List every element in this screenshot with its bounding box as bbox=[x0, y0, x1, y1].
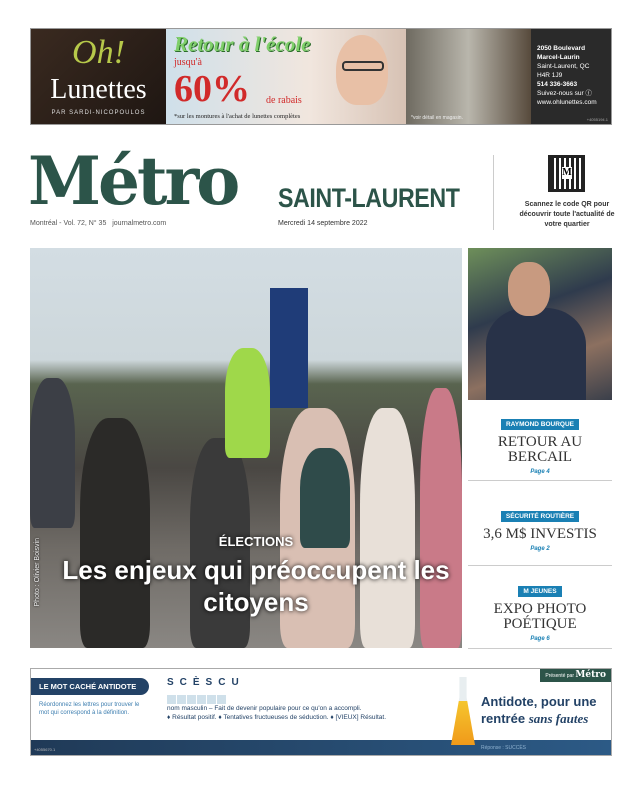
side-story[interactable] bbox=[468, 580, 612, 643]
main-story-kicker: ÉLECTIONS bbox=[218, 534, 294, 549]
issue-info bbox=[30, 219, 166, 228]
edition-name: SAINT-LAURENT bbox=[278, 183, 460, 213]
photo-credit: Photo : Olivier Boisvin bbox=[34, 538, 41, 607]
puzzle-answer: Réponse : SUCCÈS bbox=[481, 745, 527, 751]
ad-postal: H4R 1J9 bbox=[537, 72, 563, 79]
puzzle-definition bbox=[167, 704, 386, 722]
divider bbox=[493, 155, 494, 230]
presented-by-label: Présenté par bbox=[545, 673, 575, 679]
ad-upto: jusqu'à bbox=[174, 57, 202, 68]
main-story-photo[interactable] bbox=[30, 248, 462, 648]
qr-caption: Scannez le code QR pour découvrir toute l'actualité de votre quartier bbox=[519, 201, 615, 228]
presenter-logo: Métro bbox=[575, 670, 606, 680]
story-page[interactable]: Page 4 bbox=[530, 469, 550, 475]
website[interactable]: journalmetro.com bbox=[112, 220, 167, 227]
qr-logo: M bbox=[562, 167, 572, 178]
divider bbox=[468, 480, 612, 481]
top-advertisement[interactable] bbox=[30, 28, 612, 125]
story-page[interactable]: Page 6 bbox=[530, 636, 550, 642]
story-title[interactable]: RETOUR AU BERCAIL bbox=[497, 434, 583, 465]
ad-address-1: 2050 Boulevard bbox=[537, 45, 586, 52]
story-title[interactable]: 3,6 M$ INVESTIS bbox=[483, 526, 597, 542]
rbc-sign bbox=[270, 288, 308, 408]
main-story-headline[interactable]: Les enjeux qui préoccupent les citoyens bbox=[62, 555, 450, 617]
definition-line: nom masculin – Fait de devenir populaire pour ce qu'on a accompli. bbox=[167, 705, 362, 712]
ad-store-images bbox=[406, 29, 531, 125]
ad-image-note: *voir détail en magasin. bbox=[411, 115, 463, 121]
ad-slogan bbox=[481, 693, 597, 727]
ad-website[interactable]: www.ohlunettes.com bbox=[537, 99, 597, 106]
ad-city: Saint-Laurent, QC bbox=[537, 63, 590, 70]
flask-icon bbox=[451, 677, 475, 745]
definition-line: ♦ Résultat positif. ♦ Tentatives fructueuses de séduction. ♦ [VIEUX] Résultat. bbox=[167, 714, 387, 721]
ad-brand-sub: PAR SARDI-NICOPOULOS bbox=[51, 110, 146, 116]
slogan-line: Antidote, pour une bbox=[481, 694, 597, 709]
metro-logo: Métro bbox=[28, 142, 238, 220]
facebook-icon[interactable]: ⓕ bbox=[585, 90, 592, 97]
divider bbox=[468, 565, 612, 566]
bottom-advertisement[interactable] bbox=[30, 668, 612, 756]
story-tag: SÉCURITÉ ROUTIÈRE bbox=[501, 511, 579, 522]
ad-address-2: Marcel-Laurin bbox=[537, 54, 580, 61]
slogan-script: sans fautes bbox=[528, 711, 589, 726]
ad-brand-panel bbox=[31, 29, 166, 125]
presented-by bbox=[540, 669, 611, 682]
puzzle-title: LE MOT CACHÉ ANTIDOTE bbox=[31, 678, 149, 695]
divider bbox=[468, 648, 612, 649]
story-title[interactable]: EXPO PHOTO POÉTIQUE bbox=[493, 601, 587, 632]
ad-promo-panel bbox=[166, 29, 406, 125]
puzzle-letters: SCÈSCU bbox=[167, 677, 245, 688]
ad-brand-oh: Oh! bbox=[72, 34, 125, 71]
qr-code-icon[interactable] bbox=[548, 155, 585, 192]
glasses-icon bbox=[342, 61, 384, 71]
volume: Montréal - Vol. 72, N° 35 bbox=[30, 220, 107, 227]
ad-discount-suffix: de rabais bbox=[266, 95, 302, 106]
slogan-line bbox=[481, 710, 597, 727]
ad-discount: 60% bbox=[174, 68, 250, 110]
side-story[interactable] bbox=[468, 505, 612, 553]
side-story[interactable] bbox=[468, 413, 612, 476]
ad-headline: Retour à l'école bbox=[174, 32, 311, 56]
ad-code: +4055194.1 bbox=[586, 117, 608, 122]
ad-phone: 514 336-3663 bbox=[537, 81, 578, 88]
side-story-photo[interactable] bbox=[468, 248, 612, 400]
story-tag: M JEUNES bbox=[518, 586, 561, 597]
slogan-word: rentrée bbox=[481, 711, 526, 726]
ad-footnote: *sur les montures à l'achat de lunettes complètes bbox=[174, 113, 301, 120]
ad-brand-name: Lunettes bbox=[50, 74, 147, 105]
issue-date: Mercredi 14 septembre 2022 bbox=[278, 220, 368, 227]
ad-code: +4055670.1 bbox=[34, 747, 56, 752]
story-tag: RAYMOND BOURQUE bbox=[501, 419, 579, 430]
ad-follow: Suivez-nous sur bbox=[537, 90, 584, 97]
story-page[interactable]: Page 2 bbox=[530, 546, 550, 552]
puzzle-instructions: Réordonnez les lettres pour trouver le mot qui correspond à la définition. bbox=[39, 702, 140, 716]
ad-contact-panel bbox=[531, 29, 612, 125]
